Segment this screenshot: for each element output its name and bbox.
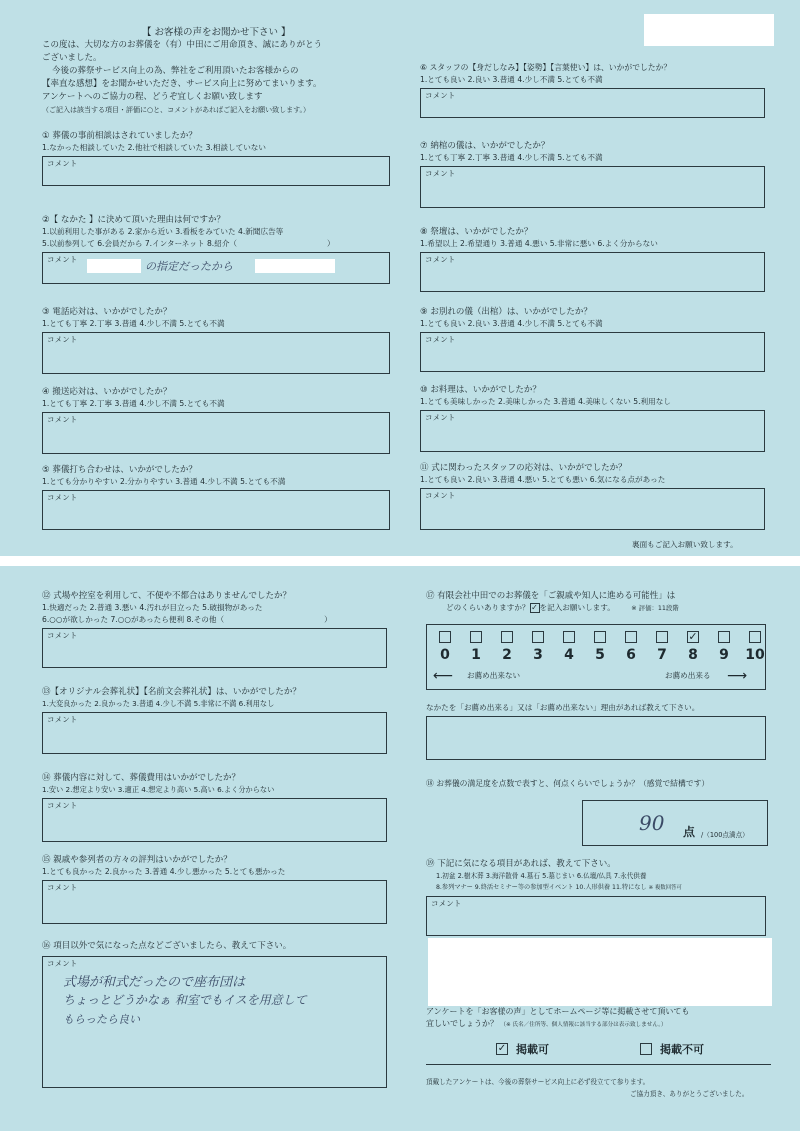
question-8 bbox=[420, 226, 765, 292]
comment-label: コメント bbox=[47, 715, 78, 724]
question-options[interactable] bbox=[426, 882, 771, 894]
footer bbox=[426, 1076, 771, 1100]
comment-label: コメント bbox=[47, 801, 78, 810]
comment-label: コメント bbox=[47, 415, 78, 424]
scale-checkbox-6[interactable] bbox=[625, 631, 637, 643]
question-title: ⑭ 葬儀内容に対して、葬儀費用はいかがでしたか？ bbox=[42, 773, 241, 783]
question-line-text: を記入お願いします。 bbox=[539, 603, 615, 612]
question-7 bbox=[420, 140, 765, 208]
intro-line: 【率直な感想】をお聞かせいただき、サービス向上に努めてまいります。 bbox=[42, 79, 322, 89]
question-options[interactable]: 1.とても良い 2.良い 3.普通 4.少し不満 5.とても不満 bbox=[420, 75, 603, 84]
question-title: ⑤ 葬儀打ち合わせは、いかがでしたか？ bbox=[42, 465, 197, 475]
comment-box[interactable] bbox=[426, 896, 766, 936]
scale-number-1: 1 bbox=[471, 647, 481, 663]
comment-label: コメント bbox=[47, 159, 78, 168]
consent-section bbox=[426, 1006, 771, 1065]
question-options[interactable]: 1.快適だった 2.普通 3.悪い 4.汚れが目立った 5.破損物があった bbox=[42, 603, 263, 612]
scale-number-5: 5 bbox=[595, 647, 605, 663]
scale-checkbox-7[interactable] bbox=[656, 631, 668, 643]
comment-label: コメント bbox=[425, 169, 456, 178]
question-options[interactable]: 1.とても分かりやすい 2.分かりやすい 3.普通 4.少し不満 5.とても不満 bbox=[42, 477, 286, 486]
scale-number-0: 0 bbox=[440, 647, 450, 663]
reason-question: なかたを「お薦め出来る」又は「お薦め出来ない」理由があれば教えて下さい。 bbox=[426, 703, 700, 712]
score-value: 90 bbox=[639, 811, 665, 835]
comment-label: コメント bbox=[425, 91, 456, 100]
question-11 bbox=[420, 462, 765, 530]
question-12 bbox=[42, 590, 387, 668]
scale-checkbox-8[interactable]: ✓ bbox=[688, 630, 698, 643]
question-title: ⑲ 下記に気になる項目があれば、教えて下さい。 bbox=[426, 859, 616, 869]
handwritten-comment: もらったら良い bbox=[63, 1013, 140, 1026]
question-15 bbox=[42, 854, 387, 924]
comment-box[interactable] bbox=[42, 628, 387, 668]
consent-question bbox=[426, 1018, 771, 1031]
scale-number-2: 2 bbox=[502, 647, 512, 663]
scale-checkbox-1[interactable] bbox=[470, 631, 482, 643]
comment-box[interactable] bbox=[42, 956, 387, 1088]
consent-no-label: 掲載不可 bbox=[660, 1043, 704, 1056]
question-options[interactable]: 1.初盆 2.樹木葬 3.海洋散骨 4.墓石 5.墓じまい 6.仏壇/仏具 7.永代供養 bbox=[436, 872, 647, 880]
question-title: ⑩ お料理は、いかがでしたか？ bbox=[420, 385, 541, 395]
comment-label: コメント bbox=[47, 959, 78, 968]
scale-checkbox-4[interactable] bbox=[563, 631, 575, 643]
comment-label: コメント bbox=[47, 255, 78, 264]
arrow-left-icon: ⟵ bbox=[433, 668, 454, 684]
question-line bbox=[426, 602, 766, 614]
question-title: ⑬【オリジナル会葬礼状】【名前文会葬礼状】は、いかがでしたか？ bbox=[42, 687, 301, 697]
consent-no-checkbox[interactable] bbox=[640, 1043, 652, 1055]
scale-checkbox-3[interactable] bbox=[532, 631, 544, 643]
left-column-front bbox=[42, 26, 392, 117]
handwritten-comment: の指定だったから bbox=[145, 260, 233, 273]
check-icon: ✓ bbox=[531, 603, 538, 612]
question-line-text: どのくらいありますか？ bbox=[446, 603, 530, 612]
redaction-box bbox=[644, 14, 774, 46]
question-options[interactable]: 1.希望以上 2.希望通り 3.普通 4.悪い 5.非常に悪い 6.よく分からない bbox=[420, 239, 658, 248]
scale-checkbox-10[interactable] bbox=[749, 631, 761, 643]
question-options[interactable]: 1.大変良かった 2.良かった 3.普通 4.少し不満 5.非常に不満 6.利用なし bbox=[42, 699, 275, 708]
question-14 bbox=[42, 772, 387, 842]
consent-yes-label: 掲載可 bbox=[516, 1043, 549, 1056]
question-2 bbox=[42, 214, 390, 284]
question-options[interactable]: 1.とても丁寧 2.丁寧 3.普通 4.少し不満 5.とても不満 bbox=[42, 319, 225, 328]
question-title: ④ 搬送応対は、いかがでしたか？ bbox=[42, 387, 172, 397]
question-options[interactable] bbox=[42, 614, 387, 626]
evaluation-note: ※ 評価：11段階 bbox=[631, 604, 679, 612]
question-19 bbox=[426, 858, 771, 936]
footer-line: ご協力頂き、ありがとうございました。 bbox=[630, 1090, 749, 1098]
scale-number-10: 10 bbox=[745, 647, 765, 663]
comment-label: コメント bbox=[47, 631, 78, 640]
question-title: ②【 なかた 】に決めて頂いた理由は何ですか？ bbox=[42, 215, 226, 225]
comment-box[interactable] bbox=[420, 410, 765, 452]
consent-yes-checkbox[interactable]: ✓ bbox=[497, 1043, 507, 1054]
comment-label: コメント bbox=[425, 335, 456, 344]
multi-answer-note: ※ 複数回答可 bbox=[648, 885, 682, 891]
scale-number-8: 8 bbox=[688, 647, 698, 663]
question-9 bbox=[420, 306, 765, 372]
question-title: ⑰ 有限会社中田でのお葬儀を「ご親戚や知人に進める可能性」は bbox=[426, 591, 676, 601]
consent-note: （※ 氏名／住所等、個人情報に該当する部分は表示致しません。） bbox=[500, 1022, 667, 1028]
options-text: 8.参列マナー 9.終活セミナー等の参加型イベント 10.人形供養 11.特になし bbox=[436, 884, 647, 891]
scale-left-label: お薦め出来ない bbox=[467, 671, 521, 680]
question-18 bbox=[426, 778, 771, 790]
comment-label: コメント bbox=[425, 255, 456, 264]
satisfaction-score-box[interactable] bbox=[582, 800, 768, 846]
scale-checkbox-2[interactable] bbox=[501, 631, 513, 643]
back-side-note: 裏面もご記入お願い致します。 bbox=[632, 540, 738, 549]
question-3 bbox=[42, 306, 390, 374]
comment-box[interactable] bbox=[426, 716, 766, 760]
recommendation-scale bbox=[426, 624, 766, 690]
scale-checkbox-0[interactable] bbox=[439, 631, 451, 643]
question-options[interactable]: 1.とても丁寧 2.丁寧 3.普通 4.少し不満 5.とても不満 bbox=[420, 153, 603, 162]
question-4 bbox=[42, 386, 390, 454]
comment-box[interactable] bbox=[42, 156, 390, 186]
question-title: ⑦ 納棺の儀は、いかがでしたか？ bbox=[420, 141, 550, 151]
comment-box[interactable] bbox=[420, 488, 765, 530]
handwritten-comment: 式場が和式だったので座布団は bbox=[63, 975, 246, 990]
intro-line: アンケートへのご協力の程、どうぞ宜しくお願い致します bbox=[42, 92, 263, 102]
question-title: ⑮ 親戚や参列者の方々の評判はいかがでしたか？ bbox=[42, 855, 232, 865]
redaction-box bbox=[428, 938, 772, 1006]
question-5 bbox=[42, 464, 390, 530]
comment-box[interactable] bbox=[420, 252, 765, 292]
question-title: ③ 電話応対は、いかがでしたか？ bbox=[42, 307, 172, 317]
question-title: ① 葬儀の事前相談はされていましたか？ bbox=[42, 131, 197, 141]
survey-page-back bbox=[0, 566, 800, 1131]
question-options[interactable]: 1.とても良かった 2.良かった 3.普通 4.少し悪かった 5.とても悪かった bbox=[42, 867, 286, 876]
options-text: 5.以前参列して 6.会員だから 7.インターネット 8.紹介（ bbox=[42, 239, 238, 248]
comment-label: コメント bbox=[431, 899, 462, 908]
recommendation-reason bbox=[426, 702, 766, 760]
arrow-right-icon: ⟶ bbox=[727, 668, 748, 684]
comment-label: コメント bbox=[47, 493, 78, 502]
question-6 bbox=[420, 62, 765, 118]
scale-number-3: 3 bbox=[533, 647, 543, 663]
comment-box[interactable] bbox=[42, 712, 387, 754]
question-options[interactable]: 1.安い 2.想定より安い 3.適正 4.想定より高い 5.高い 6.よく分からない bbox=[42, 785, 275, 794]
footer-line: 頂戴したアンケートは、今後の葬祭サービス向上に必ず役立てて参ります。 bbox=[426, 1078, 650, 1086]
scale-checkbox-9[interactable] bbox=[718, 631, 730, 643]
intro-line: 今後の葬祭サービス向上の為、弊社をご利用頂いたお客様からの bbox=[52, 66, 299, 76]
question-title: ⑯ 項目以外で気になった点などございましたら、教えて下さい。 bbox=[42, 941, 292, 951]
comment-box[interactable] bbox=[42, 412, 390, 454]
consent-question-text: 宜しいでしょうか？ bbox=[426, 1019, 498, 1028]
question-options[interactable]: 1.以前利用した事がある 2.家から近い 3.看板をみていた 4.新聞広告等 bbox=[42, 227, 284, 236]
intro-line: （ご記入は該当する項目・評価に○と、コメントがあればご記入をお願い致します。） bbox=[42, 106, 311, 114]
question-options[interactable] bbox=[42, 238, 390, 250]
question-10 bbox=[420, 384, 765, 452]
question-title: ⑥ スタッフの【身だしなみ】【姿勢】【言葉使い】は、いかがでしたか？ bbox=[420, 63, 672, 72]
question-13 bbox=[42, 686, 387, 754]
score-unit: 点 bbox=[683, 825, 696, 839]
question-17 bbox=[426, 590, 766, 614]
comment-box[interactable] bbox=[420, 88, 765, 118]
comment-label: コメント bbox=[47, 335, 78, 344]
question-title: ⑫ 式場や控室を利用して、不便や不都合はありませんでしたか？ bbox=[42, 591, 292, 601]
intro-line: ございました。 bbox=[42, 53, 102, 63]
question-options[interactable]: 1.とても美味しかった 2.美味しかった 3.普通 4.美味しくない 5.利用なし bbox=[420, 397, 671, 406]
comment-label: コメント bbox=[425, 491, 456, 500]
question-title: ⑨ お別れの儀（出棺）は、いかがでしたか？ bbox=[420, 307, 592, 317]
comment-box[interactable] bbox=[42, 880, 387, 924]
comment-box[interactable] bbox=[42, 798, 387, 842]
comment-box[interactable] bbox=[42, 490, 390, 530]
question-title: ⑪ 式に関わったスタッフの応対は、いかがでしたか？ bbox=[420, 463, 627, 473]
options-close: ） bbox=[327, 239, 335, 248]
intro-line: この度は、大切な方のお葬儀を（有）中田にご用命頂き、誠にありがとう bbox=[42, 40, 323, 50]
consent-question: アンケートを「お客様の声」としてホームページ等に掲載させて頂いても bbox=[426, 1007, 690, 1016]
comment-box[interactable] bbox=[42, 332, 390, 374]
survey-title: 【 お客様の声をお聞かせ下さい 】 bbox=[142, 27, 291, 38]
survey-page-front bbox=[0, 0, 800, 556]
redaction-box bbox=[255, 259, 335, 273]
question-options[interactable]: 1.とても良い 2.良い 3.普通 4.少し不満 5.とても不満 bbox=[420, 319, 603, 328]
question-title: ⑱ お葬儀の満足度を点数で表すと、何点くらいでしょうか？（感覚で結構です） bbox=[426, 779, 710, 788]
comment-box[interactable] bbox=[420, 332, 765, 372]
comment-label: コメント bbox=[47, 883, 78, 892]
scale-number-4: 4 bbox=[564, 647, 574, 663]
question-options[interactable]: 1.とても丁寧 2.丁寧 3.普通 4.少し不満 5.とても不満 bbox=[42, 399, 225, 408]
question-16 bbox=[42, 940, 387, 1088]
scale-number-6: 6 bbox=[626, 647, 636, 663]
question-options[interactable]: 1.とても良い 2.良い 3.普通 4.悪い 5.とても悪い 6.気になる点があった bbox=[420, 475, 666, 484]
comment-label: コメント bbox=[425, 413, 456, 422]
scale-checkbox-5[interactable] bbox=[594, 631, 606, 643]
consent-options-box bbox=[426, 1035, 771, 1065]
question-options[interactable]: 1.なかった相談していた 2.他社で相談していた 3.相談していない bbox=[42, 143, 266, 152]
comment-box[interactable] bbox=[420, 166, 765, 208]
scale-right-label: お薦め出来る bbox=[665, 671, 711, 680]
scale-number-7: 7 bbox=[657, 647, 667, 663]
handwritten-comment: ちょっとどうかなぁ 和室でもイスを用意して bbox=[63, 993, 307, 1007]
scale-number-9: 9 bbox=[719, 647, 729, 663]
redaction-box bbox=[87, 259, 141, 273]
question-title: ⑧ 祭壇は、いかがでしたか？ bbox=[420, 227, 533, 237]
score-max: /（100点満点） bbox=[701, 831, 749, 839]
options-text: 6.○○が欲しかった 7.○○があったら便利 8.その他（ bbox=[42, 615, 225, 624]
question-1 bbox=[42, 130, 390, 186]
options-close: ） bbox=[324, 615, 332, 624]
comment-box[interactable] bbox=[42, 252, 390, 284]
